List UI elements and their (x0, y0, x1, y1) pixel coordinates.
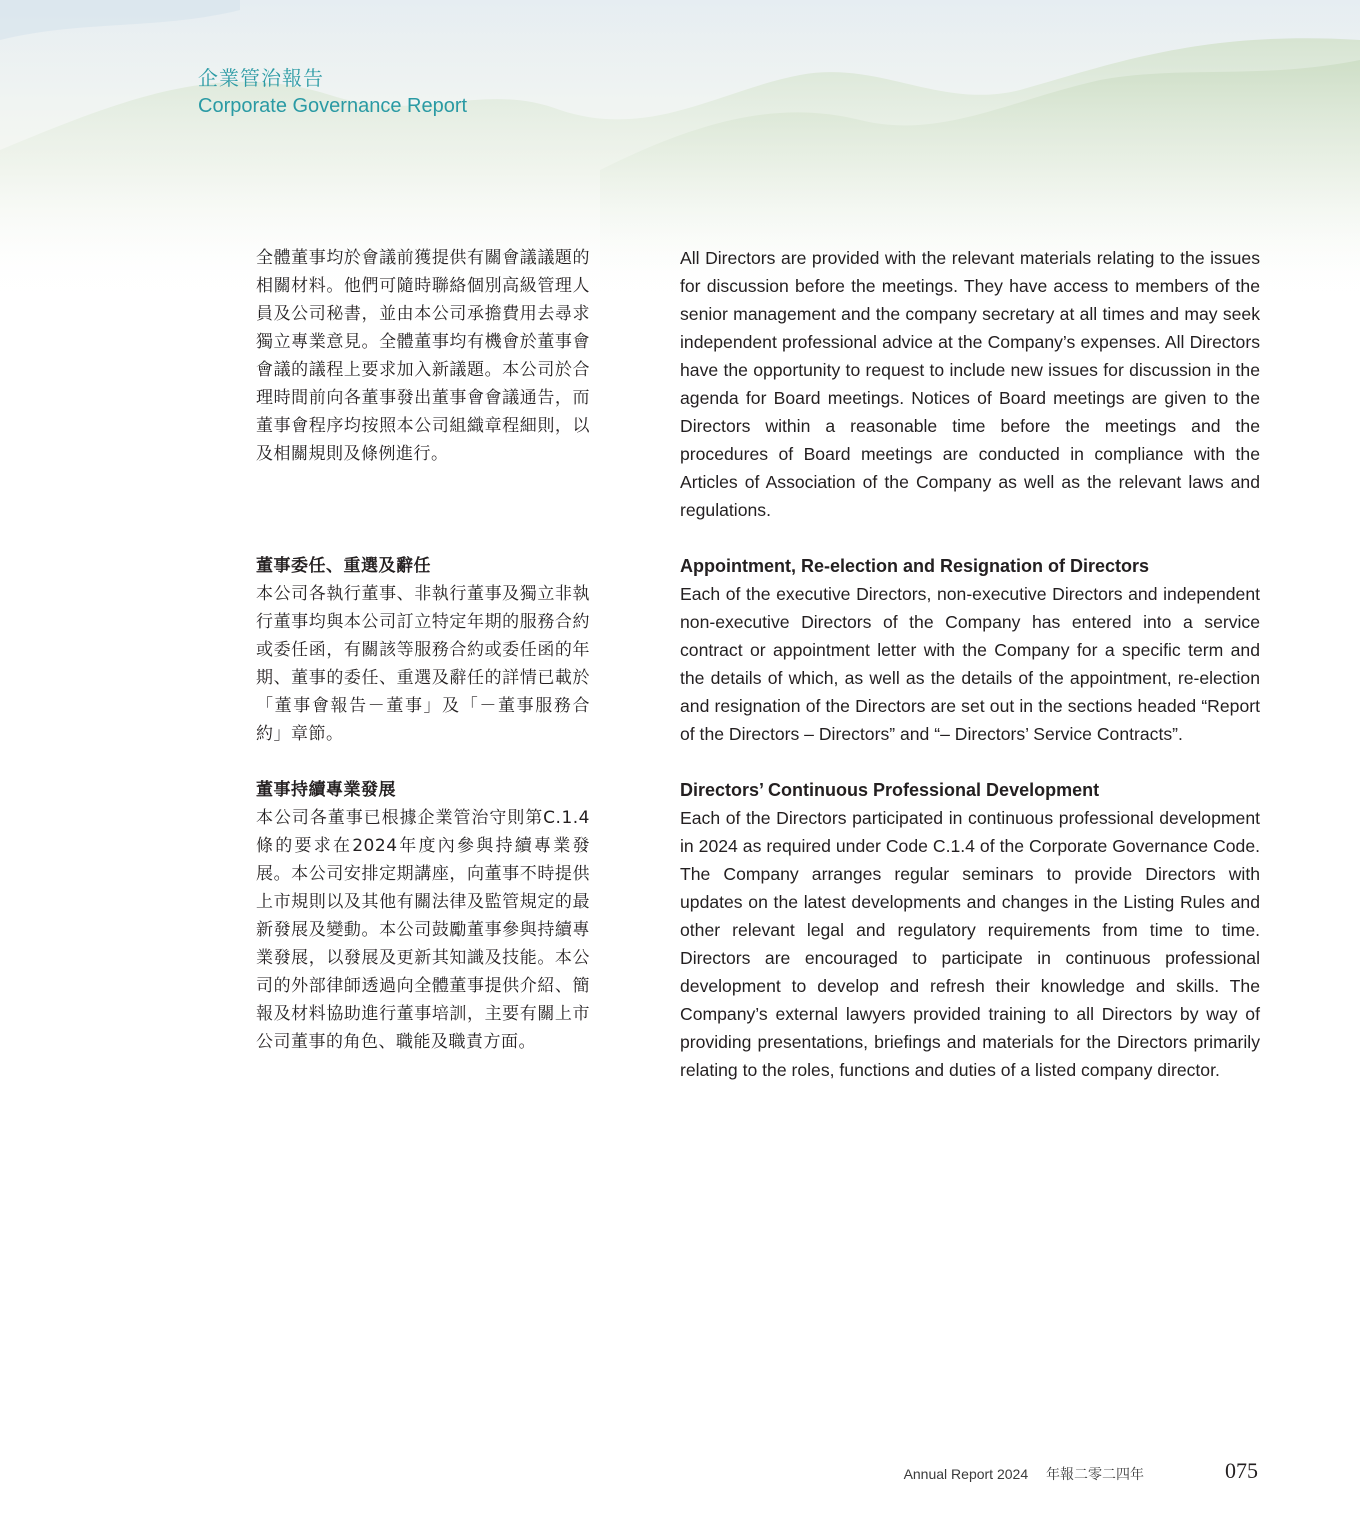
header-title-chinese: 企業管治報告 (198, 66, 324, 90)
en-section-appointment (680, 552, 1260, 748)
page-number: 075 (1225, 1458, 1258, 1483)
zh-section-appointment (256, 552, 590, 748)
footer-report-chinese: 年報二零二四年 (1046, 1466, 1144, 1482)
en-section-3-body: Each of the Directors participated in continuous professional development in 2024 as required under Code C.1.4 of the Corporate Governance Code. The Company arranges regular seminars to provide Directors with updates on the latest developments and changes in the Listing Rules and other relevant legal and regulatory requirements from time to time. Directors are encouraged to participate in continuous professional development to develop and refresh their knowledge and skills. The Company’s external lawyers provided training to all Directors by way of providing presentations, briefings and materials for the Directors primarily relating to the roles, functions and duties of a listed company director. (680, 808, 1260, 1080)
zh-paragraph-board-materials (256, 244, 590, 468)
page-header (198, 64, 467, 120)
en-paragraph-1: All Directors are provided with the relevant materials relating to the issues for discussion before the meetings. They have access to members of the senior management and the company secretary at all times and may seek independent professional advice at the Company’s expenses. All Directors have the opportunity to request to include new issues for discussion in the agenda for Board meetings. Notices of Board meetings are given to the Directors within a reasonable time before the meetings and the procedures of Board meetings are conducted in compliance with the Articles of Association of the Company as well as the relevant laws and regulations. (680, 248, 1260, 520)
en-section-2-body: Each of the executive Directors, non-executive Directors and independent non-executive Directors of the Company has entered into a service contract or appointment letter with the Company for a specific term and the details of which, as well as the details of the appointment, re-election and resignation of the Directors are set out in the sections headed “Report of the Directors – Directors” and “– Directors’ Service Contracts”. (680, 584, 1260, 744)
footer-report-english: Annual Report 2024 (903, 1466, 1029, 1482)
page-footer (0, 1458, 1360, 1488)
zh-paragraph-1: 全體董事均於會議前獲提供有關會議議題的相關材料。他們可隨時聯絡個別高級管理人員及公司秘書，並由本公司承擔費用去尋求獨立專業意見。全體董事均有機會於董事會會議的議程上要求加入新議題。本公司於合理時間前向各董事發出董事會會議通告，而董事會程序均按照本公司組織章程細則，以及相關規則及條例進行。 (256, 248, 590, 464)
header-title-english: Corporate Governance Report (198, 95, 468, 117)
en-section-3-heading: Directors’ Continuous Professional Development (680, 780, 1100, 800)
en-section-2-heading: Appointment, Re-election and Resignation of Directors (680, 556, 1150, 576)
en-paragraph-board-materials (680, 244, 1260, 524)
zh-section-professional-development (256, 776, 590, 1056)
zh-section-2-body: 本公司各執行董事、非執行董事及獨立非執行董事均與本公司訂立特定年期的服務合約或委任函，有關該等服務合約或委任函的年期、董事的委任、重選及辭任的詳情已載於「董事會報告－董事」及「－董事服務合約」章節。 (256, 584, 590, 744)
en-section-professional-development (680, 776, 1260, 1084)
zh-section-2-heading: 董事委任、重選及辭任 (256, 556, 431, 576)
footer-report-label (904, 1464, 1144, 1484)
zh-section-3-body: 本公司各董事已根據企業管治守則第C.1.4條的要求在2024年度內參與持續專業發展。本公司安排定期講座，向董事不時提供上市規則以及其他有關法律及監管規定的最新發展及變動。本公司鼓勵董事參與持續專業發展，以發展及更新其知識及技能。本公司的外部律師透過向全體董事提供介紹、簡報及材料協助進行董事培訓，主要有關上市公司董事的角色、職能及職責方面。 (256, 808, 590, 1052)
zh-section-3-heading: 董事持續專業發展 (256, 780, 396, 800)
